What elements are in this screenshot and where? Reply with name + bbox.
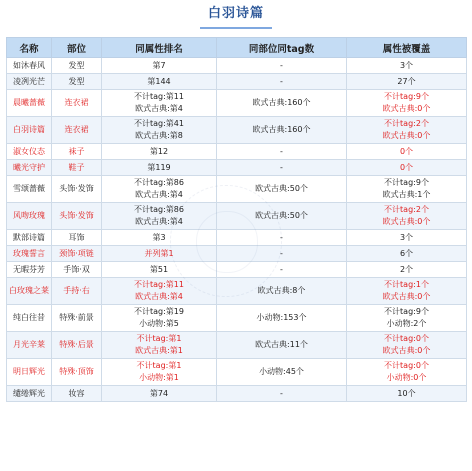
item-same-tag bbox=[217, 160, 347, 176]
table-row bbox=[7, 332, 467, 359]
table-row bbox=[7, 160, 467, 176]
header-rank: 同属性排名 bbox=[102, 38, 217, 58]
item-covered-line: 10个 bbox=[397, 388, 416, 398]
item-rank-line: 欧式古典:第4 bbox=[135, 292, 183, 301]
item-same-tag-line: 小动物:153个 bbox=[256, 313, 307, 322]
item-rank-line: 第51 bbox=[149, 264, 169, 274]
item-same-tag bbox=[217, 117, 347, 144]
item-rank-line: 不计tag:第86 bbox=[134, 205, 184, 214]
item-part: 头饰·发饰 bbox=[52, 176, 102, 203]
item-same-tag bbox=[217, 386, 347, 402]
header-part: 部位 bbox=[52, 38, 102, 58]
item-rank-line: 欧式古典:第4 bbox=[135, 217, 183, 226]
item-covered bbox=[347, 144, 467, 160]
item-covered bbox=[347, 117, 467, 144]
item-name: 雪颂蔷薇 bbox=[7, 176, 52, 203]
item-rank-line: 第144 bbox=[147, 76, 171, 86]
item-part: 手饰·双 bbox=[52, 262, 102, 278]
item-part: 特殊·前景 bbox=[52, 305, 102, 332]
item-rank bbox=[102, 58, 217, 74]
item-same-tag-line: - bbox=[280, 264, 283, 274]
item-name: 晨曦蔷薇 bbox=[7, 90, 52, 117]
item-part: 手持·右 bbox=[52, 278, 102, 305]
item-same-tag-line: - bbox=[280, 60, 283, 70]
item-covered-line: 欧式古典:1个 bbox=[382, 190, 431, 199]
item-same-tag bbox=[217, 90, 347, 117]
table-row bbox=[7, 305, 467, 332]
item-covered bbox=[347, 278, 467, 305]
item-part: 耳饰 bbox=[52, 230, 102, 246]
item-rank-line: 不计tag:第11 bbox=[134, 92, 184, 101]
table-row bbox=[7, 359, 467, 386]
table-row bbox=[7, 74, 467, 90]
item-name: 默部诗篇 bbox=[7, 230, 52, 246]
item-name: 白玫瑰之莱 bbox=[7, 278, 52, 305]
item-same-tag bbox=[217, 144, 347, 160]
item-covered bbox=[347, 305, 467, 332]
item-rank-line: 第74 bbox=[149, 388, 169, 398]
item-covered-line: 小动物:0个 bbox=[386, 373, 427, 382]
item-covered bbox=[347, 58, 467, 74]
item-rank-line: 不计tag:第86 bbox=[134, 178, 184, 187]
item-covered bbox=[347, 332, 467, 359]
item-rank-line: 第119 bbox=[147, 162, 171, 172]
table-row bbox=[7, 386, 467, 402]
item-rank-line: 并列第1 bbox=[144, 248, 174, 258]
item-rank-line: 第3 bbox=[152, 232, 166, 242]
table-header-row bbox=[7, 38, 467, 58]
item-name: 风吻玫瑰 bbox=[7, 203, 52, 230]
item-covered bbox=[347, 359, 467, 386]
item-covered-line: 小动物:2个 bbox=[386, 319, 427, 328]
item-covered-line: 欧式古典:0个 bbox=[382, 346, 431, 355]
item-rank-line: 小动物:第1 bbox=[139, 373, 179, 382]
item-same-tag-line: - bbox=[280, 388, 283, 398]
item-rank bbox=[102, 117, 217, 144]
item-rank-line: 第7 bbox=[152, 60, 166, 70]
item-same-tag bbox=[217, 359, 347, 386]
item-same-tag bbox=[217, 58, 347, 74]
item-same-tag bbox=[217, 305, 347, 332]
item-covered-line: 3个 bbox=[399, 232, 414, 242]
item-covered-line: 不计tag:1个 bbox=[384, 280, 429, 289]
item-rank-line: 第12 bbox=[149, 146, 169, 156]
item-rank-line: 不计tag:第1 bbox=[136, 361, 182, 370]
item-rank bbox=[102, 305, 217, 332]
item-covered-line: 不计tag:9个 bbox=[384, 178, 429, 187]
item-same-tag-line: - bbox=[280, 76, 283, 86]
item-covered-line: 不计tag:0个 bbox=[384, 334, 429, 343]
item-rank-line: 不计tag:第1 bbox=[136, 334, 182, 343]
item-name: 曦光守护 bbox=[7, 160, 52, 176]
item-covered-line: 0个 bbox=[399, 146, 414, 156]
item-name: 玫瑰誓言 bbox=[7, 246, 52, 262]
title-underline bbox=[200, 27, 272, 29]
item-name: 白羽诗篇 bbox=[7, 117, 52, 144]
item-part: 特殊·后景 bbox=[52, 332, 102, 359]
item-covered-line: 不计tag:9个 bbox=[384, 92, 429, 101]
item-part: 发型 bbox=[52, 58, 102, 74]
item-covered bbox=[347, 386, 467, 402]
table-row bbox=[7, 144, 467, 160]
item-name: 凌冽光芒 bbox=[7, 74, 52, 90]
item-covered-line: 不计tag:9个 bbox=[384, 307, 429, 316]
item-rank bbox=[102, 74, 217, 90]
item-part: 妆容 bbox=[52, 386, 102, 402]
item-rank-line: 欧式古典:第8 bbox=[135, 131, 183, 140]
item-rank bbox=[102, 144, 217, 160]
item-covered bbox=[347, 160, 467, 176]
item-part: 连衣裙 bbox=[52, 117, 102, 144]
item-covered-line: 0个 bbox=[399, 162, 414, 172]
item-part: 颈饰·项链 bbox=[52, 246, 102, 262]
item-name: 淑女仪态 bbox=[7, 144, 52, 160]
item-part: 发型 bbox=[52, 74, 102, 90]
item-name: 明日辉光 bbox=[7, 359, 52, 386]
item-same-tag-line: - bbox=[280, 162, 283, 172]
item-rank bbox=[102, 332, 217, 359]
item-same-tag-line: 欧式古典:160个 bbox=[252, 98, 311, 107]
item-part: 袜子 bbox=[52, 144, 102, 160]
item-rank-line: 不计tag:第41 bbox=[134, 119, 184, 128]
header-name: 名称 bbox=[7, 38, 52, 58]
item-rank-line: 小动物:第5 bbox=[139, 319, 179, 328]
item-covered-line: 2个 bbox=[399, 264, 414, 274]
page-title: 白羽诗篇 bbox=[207, 6, 264, 21]
item-covered bbox=[347, 230, 467, 246]
table-row bbox=[7, 117, 467, 144]
item-covered bbox=[347, 246, 467, 262]
item-same-tag-line: 欧式古典:50个 bbox=[255, 184, 308, 193]
item-same-tag-line: 欧式古典:8个 bbox=[257, 286, 306, 295]
item-rank bbox=[102, 90, 217, 117]
item-rank-line: 欧式古典:第4 bbox=[135, 190, 183, 199]
item-rank bbox=[102, 386, 217, 402]
item-covered-line: 欧式古典:0个 bbox=[382, 292, 431, 301]
item-same-tag bbox=[217, 332, 347, 359]
item-rank-line: 不计tag:第19 bbox=[134, 307, 184, 316]
item-part: 连衣裙 bbox=[52, 90, 102, 117]
item-same-tag-line: 小动物:45个 bbox=[259, 367, 304, 376]
item-same-tag-line: 欧式古典:11个 bbox=[255, 340, 308, 349]
item-name: 无暇芬芳 bbox=[7, 262, 52, 278]
item-rank-line: 不计tag:第11 bbox=[134, 280, 184, 289]
table-row bbox=[7, 90, 467, 117]
item-same-tag-line: - bbox=[280, 248, 283, 258]
item-covered-line: 3个 bbox=[399, 60, 414, 70]
item-covered bbox=[347, 74, 467, 90]
item-same-tag bbox=[217, 74, 347, 90]
item-name: 月光辛莱 bbox=[7, 332, 52, 359]
item-covered-line: 27个 bbox=[397, 76, 416, 86]
item-same-tag-line: - bbox=[280, 146, 283, 156]
item-rank-line: 欧式古典:第4 bbox=[135, 104, 183, 113]
item-covered-line: 6个 bbox=[399, 248, 414, 258]
item-name: 缱绻辉光 bbox=[7, 386, 52, 402]
item-rank bbox=[102, 160, 217, 176]
item-covered-line: 欧式古典:0个 bbox=[382, 131, 431, 140]
item-covered-line: 欧式古典:0个 bbox=[382, 104, 431, 113]
item-covered-line: 不计tag:2个 bbox=[384, 119, 429, 128]
item-rank-line: 欧式古典:第1 bbox=[135, 346, 183, 355]
item-part: 头饰·发饰 bbox=[52, 203, 102, 230]
item-name: 如沐春风 bbox=[7, 58, 52, 74]
item-part: 特殊·顶饰 bbox=[52, 359, 102, 386]
table-row bbox=[7, 58, 467, 74]
item-same-tag-line: 欧式古典:50个 bbox=[255, 211, 308, 220]
item-name: 纯白往昔 bbox=[7, 305, 52, 332]
item-covered bbox=[347, 203, 467, 230]
item-covered-line: 欧式古典:0个 bbox=[382, 217, 431, 226]
item-covered bbox=[347, 176, 467, 203]
item-covered-line: 不计tag:0个 bbox=[384, 361, 429, 370]
header-covered: 属性被覆盖 bbox=[347, 38, 467, 58]
watermark-seal bbox=[170, 185, 282, 297]
item-covered bbox=[347, 90, 467, 117]
item-same-tag-line: - bbox=[280, 232, 283, 242]
item-part: 鞋子 bbox=[52, 160, 102, 176]
item-rank bbox=[102, 359, 217, 386]
header-same-tag-count: 同部位同tag数 bbox=[217, 38, 347, 58]
item-covered-line: 不计tag:2个 bbox=[384, 205, 429, 214]
item-same-tag-line: 欧式古典:160个 bbox=[252, 125, 311, 134]
item-covered bbox=[347, 262, 467, 278]
